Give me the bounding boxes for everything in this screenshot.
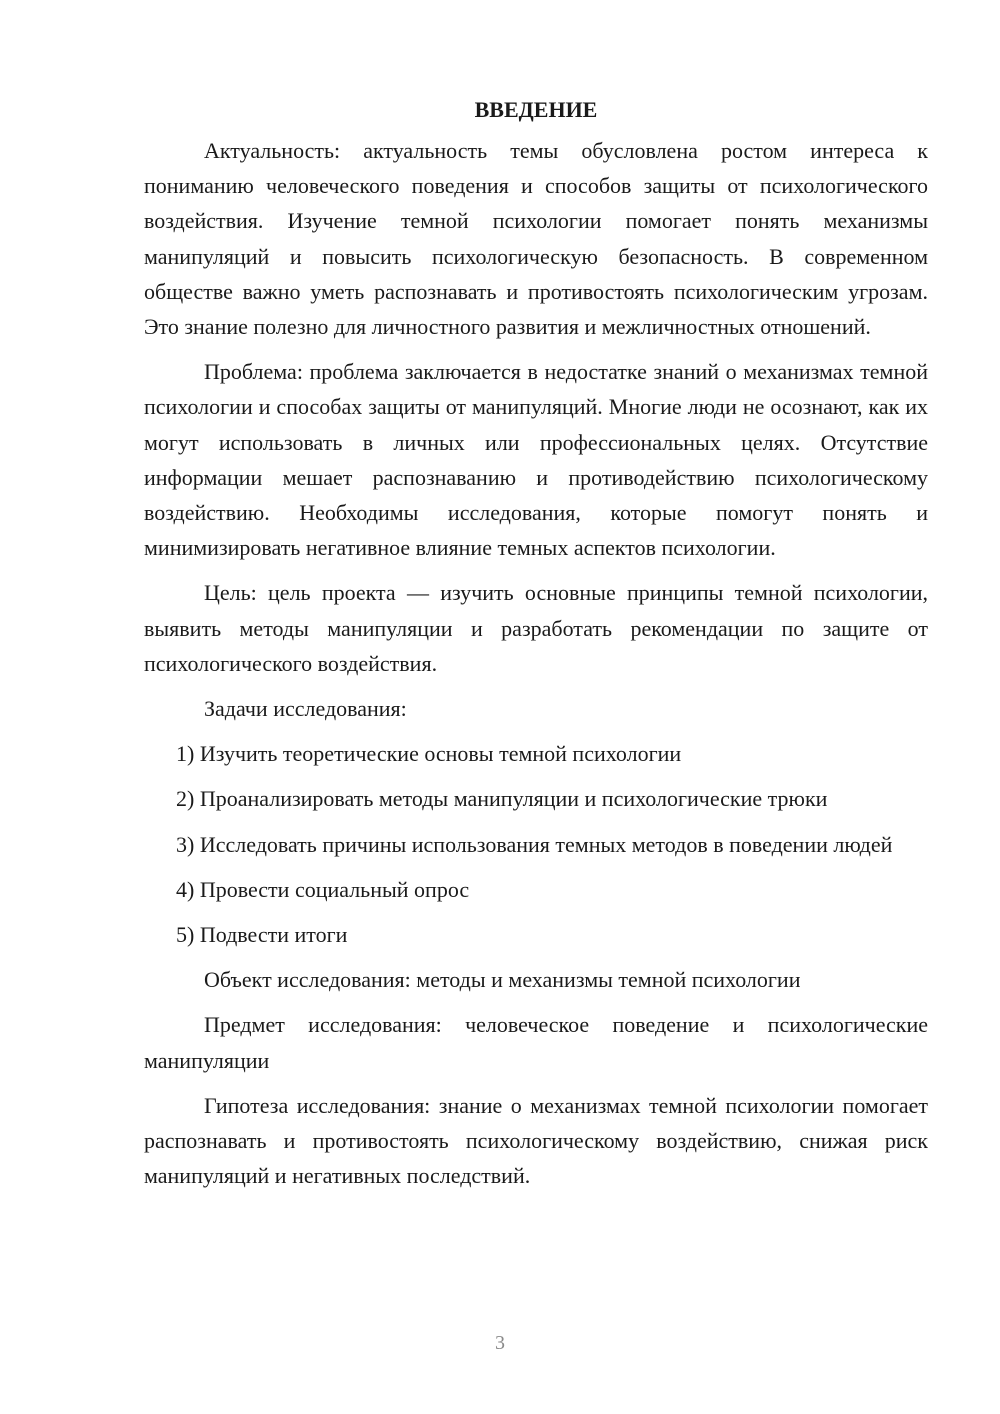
page-title: ВВЕДЕНИЕ [474,97,598,122]
list-item: 1) Изучить теоретические основы темной психологии [176,741,682,767]
goal-paragraph: Цель: цель проекта — изучить основные принципы темной психологии, выявить методы манипуляции и разработать рекомендации по защите от психологического воздействия. [144,580,928,676]
list-item: 5) Подвести итоги [176,922,348,948]
relevance-paragraph: Актуальность: актуальность темы обусловлена ростом интереса к пониманию человеческого поведения и способов защиты от психологического воздействия. Изучение темной психологии помогает понять механизмы манипуляций и повысить психологическую безопасность. В современном обществе важно уметь распознавать и противостоять психологическим угрозам. Это знание полезно для личностного развития и межличностных отношений. [144,138,928,340]
object-paragraph: Объект исследования: методы и механизмы темной психологии [204,967,801,993]
tasks-title: Задачи исследования: [204,696,407,722]
list-item: 4) Провести социальный опрос [176,876,470,902]
subject-paragraph: Предмет исследования: человеческое поведение и психологические манипуляции [144,1012,928,1073]
page-number: 3 [495,1332,505,1354]
problem-paragraph: Проблема: проблема заключается в недостатке знаний о механизмах темной психологии и способах защиты от манипуляций. Многие люди не осознают, как их могут использовать в личных или профессиональных целях. Отсутствие информации мешает распознаванию и противодействию психологическому воздействию. Необходимы исследования, которые помогут понять и минимизировать негативное влияние темных аспектов психологии. [144,359,928,561]
hypothesis-paragraph: Гипотеза исследования: знание о механизмах темной психологии помогает распознавать и противостоять психологическому воздействию, снижая риск манипуляций и негативных последствий. [144,1092,928,1189]
tasks-list [144,736,928,952]
list-item: 2) Проанализировать методы манипуляции и психологические трюки [176,786,828,812]
list-item: 3) Исследовать причины использования темных методов в поведении людей [176,831,893,857]
document-page [144,92,928,1203]
